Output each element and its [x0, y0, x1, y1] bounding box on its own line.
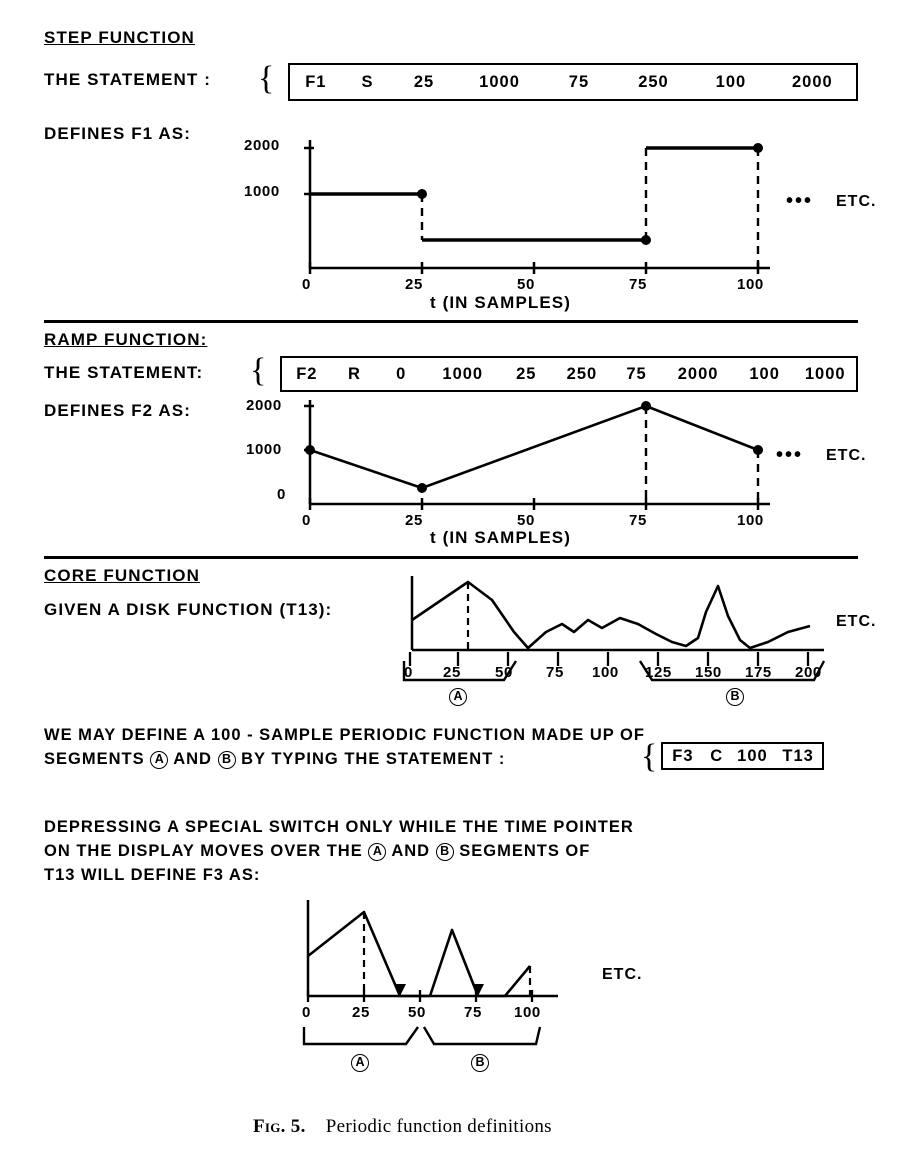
- ramp-statement-brace: {: [250, 352, 267, 389]
- segment-b-badge: [726, 688, 744, 706]
- divider-2: [44, 556, 858, 559]
- f3-segment-b-badge: [471, 1054, 489, 1072]
- core-token-0: F3: [672, 746, 694, 765]
- p2-segments-word: SEGMENTS OF: [459, 842, 591, 860]
- ramp-statement-label: THE STATEMENT:: [44, 363, 204, 382]
- f3-function-plot: [300, 900, 560, 1010]
- ramp-axis-label: t (IN SAMPLES): [430, 528, 572, 547]
- core-paragraph1-line2: [44, 748, 505, 771]
- ramp-token-2: 0: [396, 364, 407, 383]
- step-token-0: F1: [305, 72, 327, 91]
- p2-and-word: AND: [391, 842, 431, 860]
- p1-and-word: AND: [173, 750, 212, 768]
- core-function-heading: CORE FUNCTION: [44, 566, 200, 585]
- core-given-label: GIVEN A DISK FUNCTION (T13):: [44, 600, 333, 619]
- ramp-xtick-0: 0: [302, 512, 311, 529]
- figure-caption-text: Periodic function definitions: [325, 1116, 552, 1137]
- step-xtick-75: 75: [629, 276, 647, 293]
- ramp-xtick-25: 25: [405, 512, 423, 529]
- ramp-token-0: F2: [296, 364, 318, 383]
- f3-etc-label: ETC.: [602, 966, 643, 983]
- ramp-token-5: 250: [566, 364, 598, 383]
- step-token-4: 75: [568, 72, 590, 91]
- step-token-1: S: [361, 72, 374, 91]
- step-statement-brace: {: [258, 60, 275, 97]
- core-xtick-150: 150: [695, 664, 722, 681]
- core-token-3: T13: [782, 746, 814, 765]
- step-token-6: 100: [715, 72, 747, 91]
- core-paragraph2-line1: DEPRESSING A SPECIAL SWITCH ONLY WHILE THE TIME POINTER: [44, 818, 634, 836]
- step-statement-label: THE STATEMENT :: [44, 70, 211, 89]
- step-etc-label: ETC.: [836, 193, 877, 210]
- core-xtick-125: 125: [645, 664, 672, 681]
- ramp-xtick-100: 100: [737, 512, 764, 529]
- step-etc-dots: •••: [786, 190, 814, 212]
- ramp-token-9: 1000: [804, 364, 846, 383]
- f3-segment-brackets: [300, 1026, 560, 1052]
- core-statement-brace: {: [641, 738, 658, 775]
- ramp-token-8: 100: [749, 364, 780, 383]
- core-paragraph2-line3: T13 WILL DEFINE F3 AS:: [44, 866, 261, 884]
- segment-a-badge: [449, 688, 467, 706]
- p1-segments-word: SEGMENTS: [44, 750, 145, 768]
- p1-segment-a: A: [150, 751, 168, 769]
- p2-segment-b: B: [436, 843, 454, 861]
- step-xtick-25: 25: [405, 276, 423, 293]
- f3-xtick-25: 25: [352, 1004, 370, 1021]
- ramp-defines-label: DEFINES F2 AS:: [44, 401, 192, 420]
- step-token-3: 1000: [479, 72, 520, 91]
- step-ytick-2000: 2000: [244, 137, 280, 154]
- step-xtick-50: 50: [517, 276, 535, 293]
- p1-statement-words: BY TYPING THE STATEMENT :: [241, 750, 506, 768]
- ramp-function-heading: RAMP FUNCTION:: [44, 330, 208, 349]
- step-token-2: 25: [413, 72, 435, 91]
- f3-segment-a-label: A: [351, 1054, 369, 1072]
- p1-segment-b: B: [218, 751, 236, 769]
- core-xtick-50: 50: [495, 664, 513, 681]
- core-xtick-75: 75: [546, 664, 564, 681]
- core-token-2: 100: [737, 746, 768, 765]
- figure-number: Fig. 5.: [253, 1116, 306, 1137]
- segment-b-label: B: [726, 688, 744, 706]
- ramp-etc-label: ETC.: [826, 447, 867, 464]
- f3-xtick-100: 100: [514, 1004, 541, 1021]
- f3-xtick-75: 75: [464, 1004, 482, 1021]
- ramp-ytick-1000: 1000: [246, 441, 282, 458]
- core-xtick-0: 0: [404, 664, 413, 681]
- step-function-plot: [300, 140, 770, 280]
- ramp-ytick-2000: 2000: [246, 397, 282, 414]
- divider-1: [44, 320, 858, 323]
- ramp-token-3: 1000: [442, 364, 484, 383]
- figure-caption: [253, 1116, 552, 1138]
- core-xtick-25: 25: [443, 664, 461, 681]
- ramp-token-4: 25: [516, 364, 537, 383]
- f3-segment-b-label: B: [471, 1054, 489, 1072]
- core-etc-label: ETC.: [836, 613, 877, 630]
- step-statement-box[interactable]: [288, 63, 858, 101]
- core-paragraph1-line1: WE MAY DEFINE A 100 - SAMPLE PERIODIC FUNCTION MADE UP OF: [44, 726, 645, 744]
- ramp-function-plot: [300, 400, 770, 520]
- p2-segment-a: A: [368, 843, 386, 861]
- step-token-5: 250: [638, 72, 669, 91]
- core-xtick-100: 100: [592, 664, 619, 681]
- core-xtick-175: 175: [745, 664, 772, 681]
- step-function-heading: STEP FUNCTION: [44, 28, 195, 47]
- p2-display-words: ON THE DISPLAY MOVES OVER THE: [44, 842, 363, 860]
- core-token-1: C: [710, 746, 724, 765]
- core-paragraph2-line2: [44, 840, 590, 863]
- ramp-xtick-75: 75: [629, 512, 647, 529]
- f3-segment-a-badge: [351, 1054, 369, 1072]
- f3-xtick-0: 0: [302, 1004, 311, 1021]
- step-xtick-0: 0: [302, 276, 311, 293]
- step-ytick-1000: 1000: [244, 183, 280, 200]
- segment-a-label: A: [449, 688, 467, 706]
- ramp-token-6: 75: [626, 364, 647, 383]
- step-axis-label: t (IN SAMPLES): [430, 293, 572, 312]
- ramp-ytick-0: 0: [277, 486, 286, 503]
- ramp-token-1: R: [348, 364, 361, 383]
- f3-xtick-50: 50: [408, 1004, 426, 1021]
- step-xtick-100: 100: [737, 276, 764, 293]
- step-token-7: 2000: [791, 72, 833, 91]
- ramp-xtick-50: 50: [517, 512, 535, 529]
- ramp-statement-box[interactable]: [280, 356, 858, 392]
- core-xtick-200: 200: [795, 664, 822, 681]
- disk-segment-brackets: [400, 660, 840, 690]
- ramp-etc-dots: •••: [776, 444, 804, 466]
- ramp-token-7: 2000: [677, 364, 719, 383]
- core-statement-box[interactable]: [661, 742, 824, 770]
- step-defines-label: DEFINES F1 AS:: [44, 124, 192, 143]
